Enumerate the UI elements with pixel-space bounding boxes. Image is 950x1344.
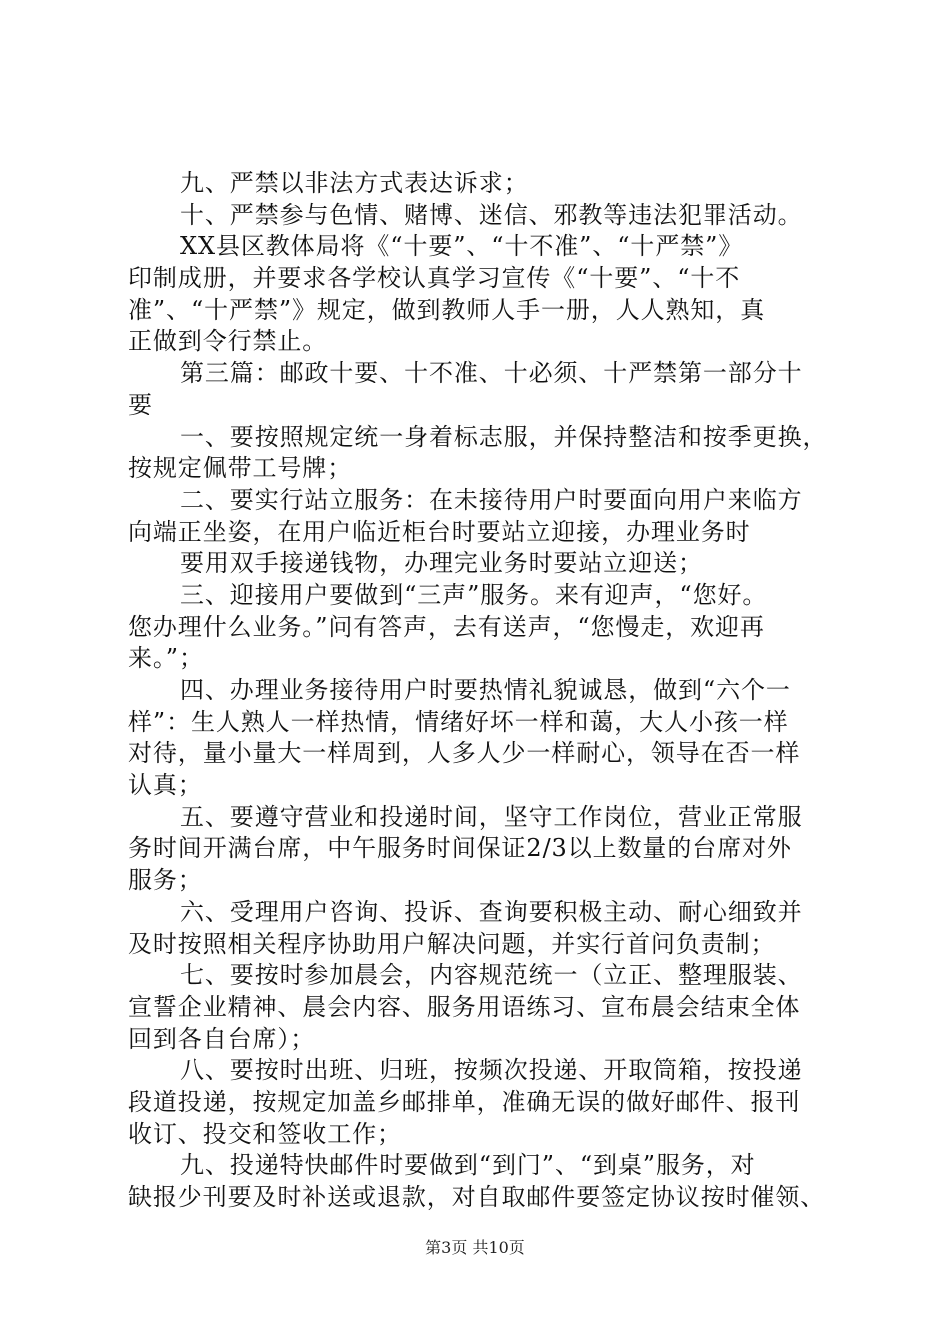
section-heading: 第三篇：邮政十要、十不准、十必须、十严禁第一部分十 (180, 359, 803, 388)
text-line: 准”、“十严禁”》规定，做到教师人手一册，人人熟知，真 (128, 295, 766, 324)
text-line: 样”：生人熟人一样热情，情绪好坏一样和蔼，大人小孩一样 (128, 707, 789, 736)
text-line: 正做到令行禁止。 (128, 327, 328, 356)
text-line: 收订、投交和签收工作； (128, 1119, 402, 1148)
text-line: 您办理什么业务。”问有答声，去有送声，“您慢走，欢迎再 (128, 612, 765, 641)
text-line: XX县区教体局将《“十要”、“十不准”、“十严禁”》 (180, 232, 744, 261)
text-line: 缺报少刊要及时补送或退款，对自取邮件要签定协议按时催领、 (128, 1183, 826, 1211)
text-line: 五、要遵守营业和投递时间，坚守工作岗位，营业正常服 (180, 802, 803, 831)
text-line: 向端正坐姿，在用户临近柜台时要站立迎接，办理业务时 (128, 517, 751, 546)
text-line: 按规定佩带工号牌； (128, 454, 353, 483)
body-text (128, 168, 828, 1214)
text-line: 服务； (128, 866, 203, 895)
text-line: 要用双手接递钱物，办理完业务时要站立迎送； (180, 549, 703, 578)
text-line: 十、严禁参与色情、赌博、迷信、邪教等违法犯罪活动。 (180, 200, 803, 229)
section-heading: 要 (128, 390, 153, 419)
text-line: 回到各自台席）； (128, 1024, 316, 1053)
text-line: 四、办理业务接待用户时要热情礼貌诚恳，做到“六个一 (180, 676, 791, 704)
text-line: 段道投递，按规定加盖乡邮排单，准确无误的做好邮件、报刊 (128, 1087, 801, 1116)
text-line: 务时间开满台席，中午服务时间保证2/3以上数量的台席对外 (128, 834, 792, 863)
text-line: 宣誓企业精神、晨会内容、服务用语练习、宣布晨会结束全体 (128, 992, 801, 1021)
text-line: 九、严禁以非法方式表达诉求； (180, 169, 529, 197)
text-line: 二、要实行站立服务：在未接待用户时要面向用户来临方 (180, 485, 803, 514)
text-line: 对待，量小量大一样周到，人多人少一样耐心，领导在否一样 (128, 739, 801, 768)
page-footer: 第3页 共10页 (425, 1238, 525, 1257)
text-line: 来。”； (128, 644, 204, 673)
text-line: 认真； (128, 771, 203, 800)
text-line: 九、投递特快邮件时要做到“到门”、“到桌”服务，对 (180, 1151, 756, 1180)
text-line: 印制成册，并要求各学校认真学习宣传《“十要”、“十不 (128, 264, 741, 293)
text-line: 及时按照相关程序协助用户解决问题，并实行首问负责制； (128, 929, 776, 958)
text-line: 七、要按时参加晨会，内容规范统一（立正、整理服装、 (180, 961, 803, 990)
text-line: 一、要按照规定统一身着标志服，并保持整洁和按季更换， (180, 422, 828, 451)
text-line: 六、受理用户咨询、投诉、查询要积极主动、耐心细致并 (180, 897, 803, 926)
text-line: 八、要按时出班、归班，按频次投递、开取筒箱，按投递 (180, 1056, 803, 1085)
text-line: 三、迎接用户要做到“三声”服务。来有迎声，“您好。 (180, 580, 768, 609)
